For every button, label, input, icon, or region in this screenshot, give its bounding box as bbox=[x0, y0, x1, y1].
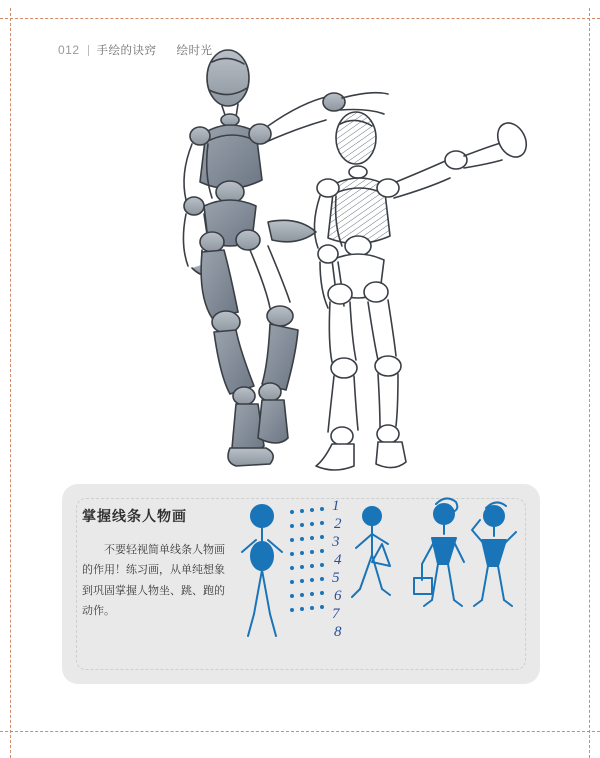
numeral-2: 2 bbox=[334, 516, 342, 532]
numeral-7: 7 bbox=[332, 606, 340, 622]
numeral-6: 6 bbox=[334, 588, 342, 604]
main-illustration bbox=[120, 40, 540, 480]
header-divider bbox=[88, 45, 89, 56]
numeral-3: 3 bbox=[332, 534, 340, 550]
tip-text-block bbox=[82, 506, 232, 621]
crop-mark-right bbox=[589, 8, 590, 758]
tip-heading: 掌握线条人物画 bbox=[82, 508, 187, 524]
numeral-4: 4 bbox=[334, 552, 342, 568]
header-title: 手绘的诀窍 bbox=[96, 45, 157, 57]
numeral-8: 8 bbox=[334, 624, 342, 640]
tip-panel bbox=[62, 484, 540, 684]
crop-mark-top bbox=[0, 18, 600, 19]
stick-figure-illustrations bbox=[232, 494, 522, 659]
header-subtitle: 绘时光 bbox=[176, 45, 213, 57]
numeral-1: 1 bbox=[332, 498, 340, 514]
tip-body: 不要轻视简单线条人物画的作用！练习画，从单纯想象到巩固掌握人物坐、跳、跑的动作。 bbox=[82, 544, 225, 618]
numeral-5: 5 bbox=[332, 570, 340, 586]
page-number: 012 bbox=[58, 43, 80, 57]
crop-mark-left bbox=[10, 8, 11, 758]
crop-mark-bottom bbox=[0, 731, 600, 732]
